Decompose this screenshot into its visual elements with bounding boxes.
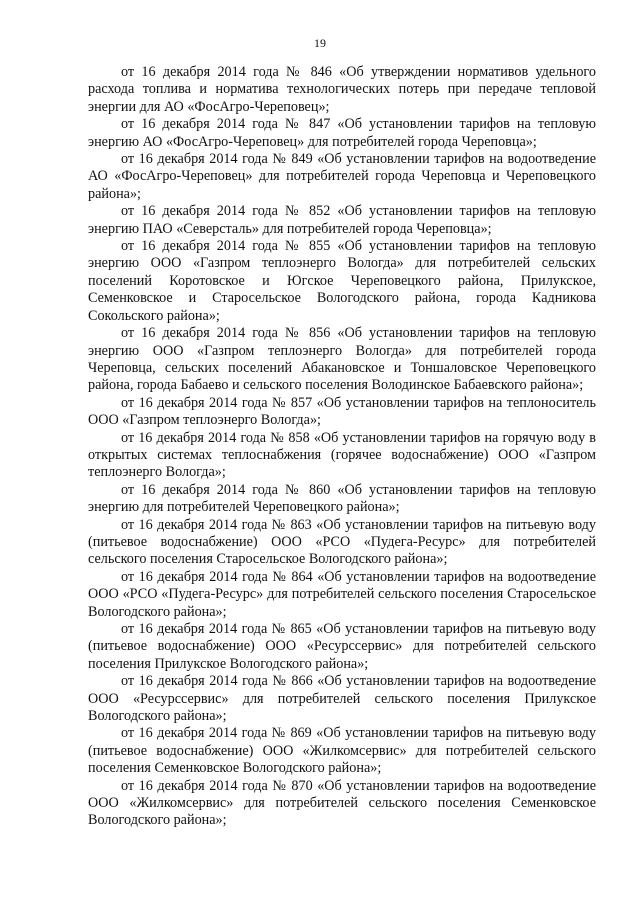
paragraph-resolution-846: от 16 декабря 2014 года № 846 «Об утверждении нормативов удельного расхода топлива и норматива технологических потерь при передаче тепловой энергии для АО «ФосАгро-Череповец»; (88, 64, 596, 115)
paragraph-resolution-856: от 16 декабря 2014 года № 856 «Об установлении тарифов на тепловую энергию ООО «Газпром теплоэнерго Вологда» для потребителей города Череповца, сельских поселений Абакановское и Тоншаловское Череповецкого района, города Бабаево и сельского поселения Володинское Бабаевского района»; (88, 325, 596, 394)
paragraph-resolution-863: от 16 декабря 2014 года № 863 «Об установлении тарифов на питьевую воду (питьевое водоснабжение) ООО «РСО «Пудега-Ресурс» для потребителей сельского поселения Старосельское Вологодского района»; (88, 516, 596, 568)
paragraph-resolution-849: от 16 декабря 2014 года № 849 «Об установлении тарифов на водоотведение АО «ФосАгро-Череповец» для потребителей города Череповца и Череповецкого района»; (88, 151, 596, 202)
paragraph-resolution-864: от 16 декабря 2014 года № 864 «Об установлении тарифов на водоотведение ООО «РСО «Пудега-Ресурс» для потребителей сельского поселения Старосельское Вологодского района»; (88, 568, 596, 620)
page-number: 19 (314, 36, 326, 50)
paragraph-resolution-857: от 16 декабря 2014 года № 857 «Об установлении тарифов на теплоноситель ООО «Газпром теплоэнерго Вологда»; (88, 394, 596, 429)
paragraph-resolution-870: от 16 декабря 2014 года № 870 «Об установлении тарифов на водоотведение ООО «Жилкомсервис» для потребителей сельского поселения Семенковское Вологодского района»; (88, 777, 596, 829)
paragraph-resolution-869: от 16 декабря 2014 года № 869 «Об установлении тарифов на питьевую воду (питьевое водоснабжение) ООО «Жилкомсервис» для потребителей сельского поселения Семенковское Вологодского района»; (88, 725, 596, 777)
paragraph-resolution-866: от 16 декабря 2014 года № 866 «Об установлении тарифов на водоотведение ООО «Ресурссервис» для потребителей сельского поселения Прилукское Вологодского района»; (88, 673, 596, 725)
paragraph-resolution-860: от 16 декабря 2014 года № 860 «Об установлении тарифов на тепловую энергию для потребителей Череповецкого района»; (88, 481, 596, 516)
paragraph-resolution-865: от 16 декабря 2014 года № 865 «Об установлении тарифов на питьевую воду (питьевое водоснабжение) ООО «Ресурссервис» для потребителей сельского поселения Прилукское Вологодского района»; (88, 621, 596, 672)
document-body (88, 64, 596, 830)
paragraph-resolution-852: от 16 декабря 2014 года № 852 «Об установлении тарифов на тепловую энергию ПАО «Северсталь» для потребителей города Череповца»; (88, 203, 596, 237)
paragraph-resolution-858: от 16 декабря 2014 года № 858 «Об установлении тарифов на горячую воду в открытых системах теплоснабжения (горячее водоснабжение) ООО «Газпром теплоэнерго Вологда»; (88, 429, 596, 481)
paragraph-resolution-847: от 16 декабря 2014 года № 847 «Об установлении тарифов на тепловую энергию АО «ФосАгро-Череповец» для потребителей города Череповца»; (88, 116, 596, 150)
paragraph-resolution-855: от 16 декабря 2014 года № 855 «Об установлении тарифов на тепловую энергию ООО «Газпром теплоэнерго Вологда» для потребителей сельских поселений Коротовское и Югское Череповецкого района, Прилукское, Семенковское и Старосельское Вологодского района, города Кадникова Сокольского района»; (88, 238, 596, 324)
